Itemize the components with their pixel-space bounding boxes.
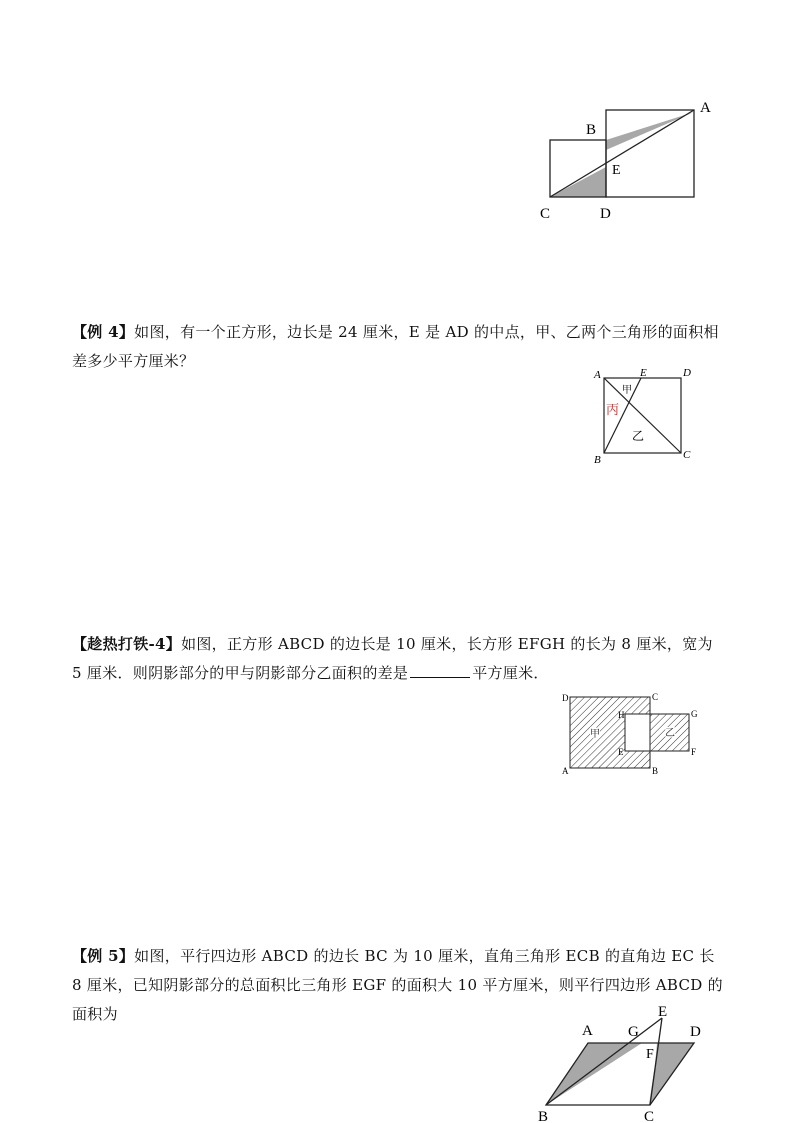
figure-example4-svg <box>588 362 698 472</box>
practice4-tag: 【趁热打铁-4】 <box>72 635 182 653</box>
answer-blank[interactable] <box>410 663 470 678</box>
figure-example5-parallelogram <box>532 1000 722 1123</box>
label-E: E <box>640 367 647 379</box>
label-D: D <box>683 367 691 379</box>
label-G: G <box>691 709 698 719</box>
label-F: F <box>646 1047 654 1062</box>
figure-example5-svg <box>532 1000 722 1123</box>
label-E: E <box>612 163 621 178</box>
label-bing: 丙 <box>606 403 620 418</box>
line-BE <box>546 1018 662 1105</box>
label-C: C <box>644 1109 655 1123</box>
label-G: G <box>628 1024 639 1040</box>
label-D: D <box>600 206 611 222</box>
shaded-triangle-left <box>546 1043 642 1105</box>
label-C: C <box>540 206 551 222</box>
example5-tag: 【例 5】 <box>72 947 135 965</box>
label-B: B <box>586 122 597 138</box>
label-F: F <box>691 747 697 757</box>
label-D: D <box>690 1024 701 1040</box>
example4-body: 如图，有一个正方形，边长是 24 厘米，E 是 AD 的中点，甲、乙两个三角形的面积相差多少平方厘米？ <box>72 323 719 370</box>
label-jia: 甲 <box>622 385 632 396</box>
figure-squares-diagonal <box>530 92 730 222</box>
label-B: B <box>538 1109 549 1123</box>
label-yi: 乙 <box>665 728 675 739</box>
figure-practice4 <box>558 688 708 784</box>
label-A: A <box>562 766 569 776</box>
label-H: H <box>618 710 625 720</box>
inner-white <box>626 715 649 750</box>
label-jia: 甲 <box>590 729 600 740</box>
label-D: D <box>562 693 569 703</box>
example5-body: 如图，平行四边形 ABCD 的边长 BC 为 10 厘米，直角三角形 ECB 的直角边 EC 长 8 厘米，已知阴影部分的总面积比三角形 EGF 的面积大 10 平方厘米，则平行四边形 ABCD 的面积为 <box>72 947 723 1023</box>
practice4-body: 如图，正方形 ABCD 的边长是 10 厘米，长方形 EFGH 的长为 8 厘米，宽为 5 厘米．则阴影部分的甲与阴影部分乙面积的差是 <box>72 635 713 682</box>
label-B: B <box>652 766 659 776</box>
figure-practice4-svg <box>558 688 708 784</box>
label-A: A <box>700 100 711 116</box>
label-yi: 乙 <box>632 429 645 443</box>
example4-tag: 【例 4】 <box>72 323 135 341</box>
label-A: A <box>594 369 601 381</box>
label-C: C <box>683 449 691 461</box>
label-B: B <box>594 454 601 466</box>
label-A: A <box>582 1023 593 1039</box>
practice4-body-end: 平方厘米． <box>472 664 549 682</box>
practice4-text <box>72 630 724 688</box>
figure-squares-diagonal-svg <box>530 92 730 222</box>
figure-example4-square <box>588 362 698 472</box>
diagonal-line <box>550 110 694 197</box>
label-C: C <box>652 692 659 702</box>
label-E: E <box>658 1004 668 1020</box>
large-square <box>606 110 694 197</box>
label-E: E <box>618 747 624 757</box>
